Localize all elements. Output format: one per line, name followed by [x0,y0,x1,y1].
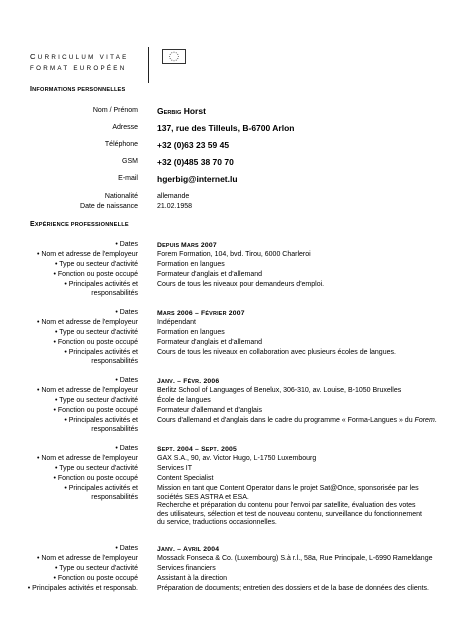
sector-label: • Type ou secteur d'activité [54,565,138,572]
entry-position: Assistant à la direction [157,575,228,582]
entry-employer: Indépendant [157,319,196,326]
entry-employer: Berlitz School of Languages of Benelux, 306-310, av. Louise, B-1050 Bruxelles [157,387,402,394]
address-label: Adresse [112,124,138,131]
phone-value: +32 (0)63 23 59 45 [157,140,230,150]
entry-position: Formateur d'anglais et d'allemand [157,339,263,346]
birth-label: Date de naissance [80,203,138,210]
sector-label: • Type ou secteur d'activité [54,261,138,268]
dates-label: • Dates [115,545,138,552]
duties-label: • Principales activités et responsab. [27,585,138,592]
entry-sector: Services financiers [157,565,216,572]
entry-period: SEPT. 2004 – SEPT. 2005 [157,446,238,453]
dates-label: • Dates [115,445,138,452]
duties-label: • Principales activités et responsabilités [64,485,138,501]
entry-sector: Formation en langues [157,329,225,336]
employer-label: • Nom et adresse de l'employeur [36,555,138,562]
position-label: • Fonction ou poste occupé [53,575,138,582]
name-label: Nom / Prénom [92,107,138,114]
entry-duties: Mission en tant que Content Operator dans le projet Sat@Once, sponsorisée par les sociétés SES ASTRA et ESA. [157,485,419,501]
header-divider [148,47,149,83]
gsm-value: +32 (0)485 38 70 70 [157,157,234,167]
duties-label: • Principales activités et responsabilités [64,349,138,365]
gsm-label: GSM [122,158,138,165]
entry-position: Content Specialist [157,475,214,482]
dates-label: • Dates [115,309,138,316]
entry-position: Formateur d'anglais et d'allemand [157,271,263,278]
employer-label: • Nom et adresse de l'employeur [36,319,138,326]
cv-title-line1: CURRICULUM VITAE [30,52,129,61]
address-value: 137, rue des Tilleuls, B-6700 Arlon [157,123,295,133]
nationality-label: Nationalité [104,193,138,200]
entry-employer: Forem Formation, 104, bvd. Tirou, 6000 Charleroi [157,251,311,258]
duties-label: • Principales activités et responsabilités [64,281,138,297]
phone-label: Téléphone [104,141,138,148]
eu-flag-icon [162,49,186,64]
sector-label: • Type ou secteur d'activité [54,465,138,472]
entry-period: JANV. – FÉVR. 2006 [157,378,220,385]
email-value[interactable]: hgerbig@internet.lu [157,174,238,184]
sector-label: • Type ou secteur d'activité [54,329,138,336]
entry-duties-detail: Recherche et préparation du contenu pour l'envoi par satellite, évaluation des votes des utilisateurs, sélection et test de nouveau contenu, surveillance du fonctionnement du service, traductions occasionnelles. [157,502,422,526]
entry-position: Formateur d'allemand et d'anglais [157,407,263,414]
personal-section-heading: INFORMATIONS PERSONNELLES [30,86,126,93]
employer-label: • Nom et adresse de l'employeur [36,455,138,462]
duties-label: • Principales activités et responsabilités [64,417,138,433]
position-label: • Fonction ou poste occupé [53,339,138,346]
entry-period: MARS 2006 – FÉVRIER 2007 [157,310,245,317]
entry-sector: Services IT [157,465,193,472]
cv-title-line2: FORMAT EUROPÉEN [30,65,127,72]
name-value: GERBIG Horst [157,106,206,116]
email-label: E-mail [118,175,138,182]
entry-duties: Cours de tous les niveaux pour demandeurs d'emploi. [157,281,325,288]
entry-employer: Mossack Fonseca & Co. (Luxembourg) S.à r.l., 58a, Rue Principale, L-6990 Rameldange [157,555,433,562]
entry-duties: Cours d'allemand et d'anglais dans le cadre du programme « Forma-Langues » du Forem. [157,417,437,424]
cv-title [30,51,129,74]
entry-sector: Formation en langues [157,261,225,268]
entry-duties: Préparation de documents; entretien des dossiers et de la base de données des clients. [157,585,430,592]
birth-value: 21.02.1958 [157,203,193,210]
entry-period: DEPUIS MARS 2007 [157,242,217,249]
position-label: • Fonction ou poste occupé [53,475,138,482]
sector-label: • Type ou secteur d'activité [54,397,138,404]
position-label: • Fonction ou poste occupé [53,271,138,278]
entry-period: JANV. – AVRIL 2004 [157,546,220,553]
dates-label: • Dates [115,377,138,384]
nationality-value: allemande [157,193,190,200]
employer-label: • Nom et adresse de l'employeur [36,251,138,258]
dates-label: • Dates [115,241,138,248]
entry-employer: GAX S.A., 90, av. Victor Hugo, L-1750 Luxembourg [157,455,317,462]
position-label: • Fonction ou poste occupé [53,407,138,414]
entry-duties: Cours de tous les niveaux en collaboration avec plusieurs écoles de langues. [157,349,396,356]
experience-section-heading: EXPÉRIENCE PROFESSIONNELLE [30,221,129,228]
entry-sector: École de langues [157,397,211,404]
employer-label: • Nom et adresse de l'employeur [36,387,138,394]
